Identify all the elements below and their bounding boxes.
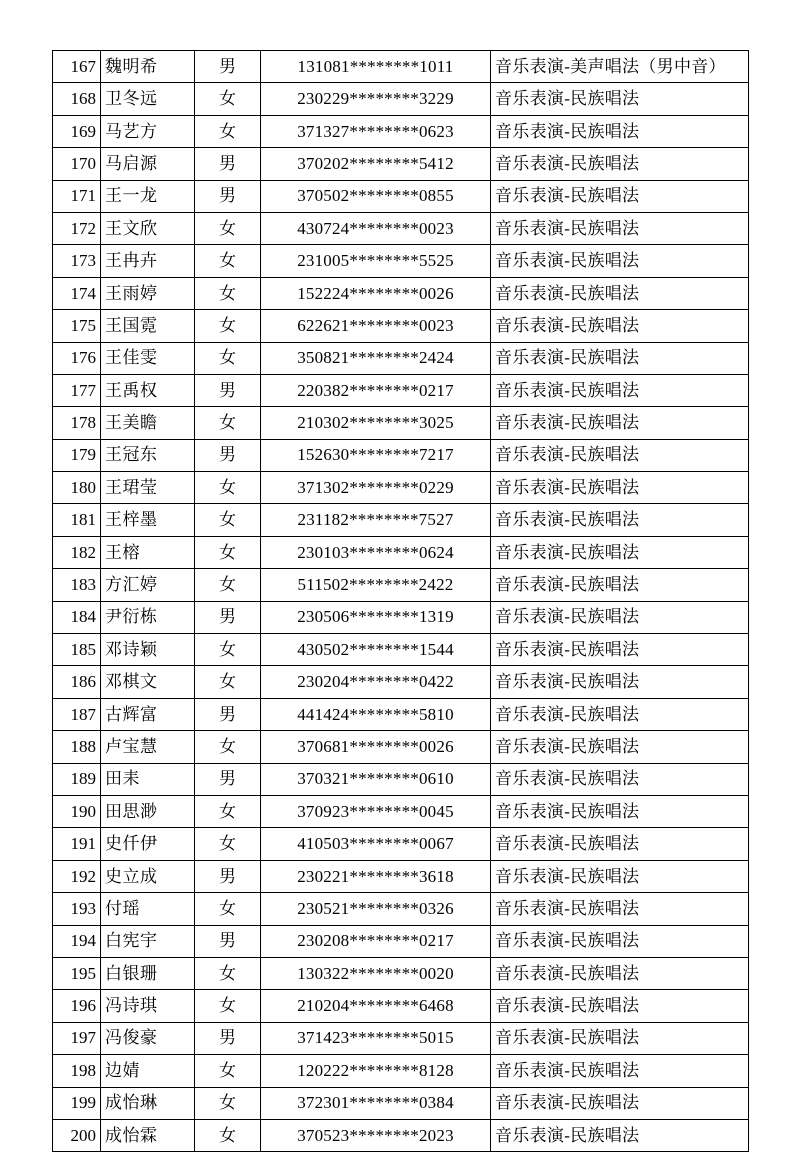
candidate-gender: 女	[195, 245, 261, 277]
row-index: 176	[53, 342, 101, 374]
candidate-name: 成怡霖	[101, 1119, 195, 1151]
candidate-major: 音乐表演-民族唱法	[491, 893, 749, 925]
candidate-major: 音乐表演-民族唱法	[491, 957, 749, 989]
candidate-major: 音乐表演-民族唱法	[491, 83, 749, 115]
candidate-id-number: 371423********5015	[261, 1022, 491, 1054]
table-row	[53, 601, 749, 633]
candidate-gender: 女	[195, 536, 261, 568]
table-row	[53, 828, 749, 860]
row-index: 169	[53, 115, 101, 147]
candidate-id-number: 210302********3025	[261, 407, 491, 439]
table-row	[53, 472, 749, 504]
candidate-major: 音乐表演-民族唱法	[491, 342, 749, 374]
candidate-major: 音乐表演-民族唱法	[491, 925, 749, 957]
candidate-name: 魏明希	[101, 51, 195, 83]
row-index: 184	[53, 601, 101, 633]
candidate-major: 音乐表演-民族唱法	[491, 569, 749, 601]
candidate-gender: 男	[195, 698, 261, 730]
table-row	[53, 180, 749, 212]
candidate-name: 史立成	[101, 860, 195, 892]
candidate-major: 音乐表演-民族唱法	[491, 1087, 749, 1119]
table-row	[53, 990, 749, 1022]
candidate-name: 卫冬远	[101, 83, 195, 115]
candidate-name: 史仟伊	[101, 828, 195, 860]
candidate-name: 马启源	[101, 148, 195, 180]
candidate-gender: 女	[195, 310, 261, 342]
candidate-gender: 女	[195, 569, 261, 601]
row-index: 179	[53, 439, 101, 471]
candidate-gender: 男	[195, 601, 261, 633]
candidate-major: 音乐表演-民族唱法	[491, 277, 749, 309]
row-index: 197	[53, 1022, 101, 1054]
candidate-major: 音乐表演-民族唱法	[491, 1055, 749, 1087]
candidate-major: 音乐表演-民族唱法	[491, 860, 749, 892]
table-row	[53, 83, 749, 115]
candidate-name: 王雨婷	[101, 277, 195, 309]
table-row	[53, 1119, 749, 1151]
row-index: 185	[53, 634, 101, 666]
candidate-gender: 女	[195, 893, 261, 925]
candidate-gender: 女	[195, 472, 261, 504]
candidate-name: 邓诗颖	[101, 634, 195, 666]
row-index: 168	[53, 83, 101, 115]
candidate-major: 音乐表演-民族唱法	[491, 698, 749, 730]
table-row	[53, 407, 749, 439]
candidate-gender: 男	[195, 439, 261, 471]
roster-table	[52, 50, 749, 1152]
row-index: 178	[53, 407, 101, 439]
candidate-gender: 女	[195, 407, 261, 439]
candidate-id-number: 622621********0023	[261, 310, 491, 342]
candidate-major: 音乐表演-民族唱法	[491, 828, 749, 860]
candidate-id-number: 372301********0384	[261, 1087, 491, 1119]
candidate-gender: 女	[195, 83, 261, 115]
candidate-name: 尹衍栋	[101, 601, 195, 633]
candidate-gender: 男	[195, 925, 261, 957]
candidate-name: 王一龙	[101, 180, 195, 212]
table-row	[53, 148, 749, 180]
candidate-id-number: 230521********0326	[261, 893, 491, 925]
table-row	[53, 277, 749, 309]
candidate-gender: 男	[195, 148, 261, 180]
candidate-name: 王梓墨	[101, 504, 195, 536]
candidate-id-number: 370681********0026	[261, 731, 491, 763]
candidate-id-number: 131081********1011	[261, 51, 491, 83]
table-row	[53, 1087, 749, 1119]
row-index: 196	[53, 990, 101, 1022]
row-index: 193	[53, 893, 101, 925]
candidate-major: 音乐表演-民族唱法	[491, 731, 749, 763]
candidate-gender: 男	[195, 180, 261, 212]
candidate-name: 王禹权	[101, 374, 195, 406]
candidate-id-number: 370523********2023	[261, 1119, 491, 1151]
candidate-major: 音乐表演-民族唱法	[491, 763, 749, 795]
candidate-major: 音乐表演-民族唱法	[491, 245, 749, 277]
table-row	[53, 634, 749, 666]
candidate-name: 付瑶	[101, 893, 195, 925]
row-index: 187	[53, 698, 101, 730]
candidate-id-number: 230208********0217	[261, 925, 491, 957]
row-index: 183	[53, 569, 101, 601]
candidate-major: 音乐表演-民族唱法	[491, 666, 749, 698]
candidate-major: 音乐表演-民族唱法	[491, 212, 749, 244]
candidate-name: 卢宝慧	[101, 731, 195, 763]
candidate-gender: 女	[195, 504, 261, 536]
candidate-major: 音乐表演-民族唱法	[491, 439, 749, 471]
row-index: 177	[53, 374, 101, 406]
table-row	[53, 795, 749, 827]
candidate-gender: 女	[195, 731, 261, 763]
candidate-name: 白宪宇	[101, 925, 195, 957]
candidate-id-number: 230204********0422	[261, 666, 491, 698]
candidate-name: 马艺方	[101, 115, 195, 147]
row-index: 190	[53, 795, 101, 827]
candidate-major: 音乐表演-民族唱法	[491, 407, 749, 439]
row-index: 186	[53, 666, 101, 698]
candidate-id-number: 152224********0026	[261, 277, 491, 309]
candidate-gender: 男	[195, 763, 261, 795]
row-index: 175	[53, 310, 101, 342]
table-row	[53, 925, 749, 957]
table-row	[53, 957, 749, 989]
candidate-major: 音乐表演-民族唱法	[491, 990, 749, 1022]
candidate-name: 王国霓	[101, 310, 195, 342]
candidate-major: 音乐表演-民族唱法	[491, 148, 749, 180]
candidate-major: 音乐表演-民族唱法	[491, 1119, 749, 1151]
candidate-gender: 女	[195, 342, 261, 374]
row-index: 182	[53, 536, 101, 568]
row-index: 200	[53, 1119, 101, 1151]
candidate-name: 白银珊	[101, 957, 195, 989]
candidate-id-number: 441424********5810	[261, 698, 491, 730]
candidate-name: 古辉富	[101, 698, 195, 730]
table-row	[53, 245, 749, 277]
candidate-gender: 女	[195, 212, 261, 244]
candidate-gender: 男	[195, 1022, 261, 1054]
row-index: 192	[53, 860, 101, 892]
candidate-id-number: 231005********5525	[261, 245, 491, 277]
row-index: 194	[53, 925, 101, 957]
table-row	[53, 731, 749, 763]
row-index: 189	[53, 763, 101, 795]
candidate-gender: 女	[195, 795, 261, 827]
candidate-name: 邓棋文	[101, 666, 195, 698]
table-row	[53, 439, 749, 471]
candidate-id-number: 210204********6468	[261, 990, 491, 1022]
candidate-major: 音乐表演-民族唱法	[491, 472, 749, 504]
table-row	[53, 893, 749, 925]
candidate-id-number: 430724********0023	[261, 212, 491, 244]
candidate-gender: 女	[195, 1055, 261, 1087]
candidate-major: 音乐表演-美声唱法（男中音）	[491, 51, 749, 83]
candidate-id-number: 231182********7527	[261, 504, 491, 536]
table-row	[53, 1022, 749, 1054]
candidate-name: 王榕	[101, 536, 195, 568]
candidate-name: 边婧	[101, 1055, 195, 1087]
candidate-id-number: 120222********8128	[261, 1055, 491, 1087]
candidate-major: 音乐表演-民族唱法	[491, 310, 749, 342]
row-index: 173	[53, 245, 101, 277]
candidate-name: 王冉卉	[101, 245, 195, 277]
candidate-id-number: 370321********0610	[261, 763, 491, 795]
candidate-id-number: 152630********7217	[261, 439, 491, 471]
table-row	[53, 569, 749, 601]
candidate-gender: 女	[195, 634, 261, 666]
table-row	[53, 536, 749, 568]
table-row	[53, 115, 749, 147]
candidate-name: 王珺莹	[101, 472, 195, 504]
candidate-major: 音乐表演-民族唱法	[491, 115, 749, 147]
candidate-name: 冯俊豪	[101, 1022, 195, 1054]
candidate-id-number: 370923********0045	[261, 795, 491, 827]
row-index: 195	[53, 957, 101, 989]
table-row	[53, 698, 749, 730]
table-row	[53, 51, 749, 83]
table-row	[53, 504, 749, 536]
candidate-name: 王佳雯	[101, 342, 195, 374]
candidate-name: 方汇婷	[101, 569, 195, 601]
row-index: 172	[53, 212, 101, 244]
table-row	[53, 212, 749, 244]
candidate-name: 王文欣	[101, 212, 195, 244]
candidate-gender: 女	[195, 1087, 261, 1119]
table-row	[53, 342, 749, 374]
candidate-gender: 女	[195, 115, 261, 147]
table-row	[53, 763, 749, 795]
candidate-id-number: 130322********0020	[261, 957, 491, 989]
candidate-name: 王冠东	[101, 439, 195, 471]
candidate-id-number: 370502********0855	[261, 180, 491, 212]
candidate-name: 田思渺	[101, 795, 195, 827]
row-index: 170	[53, 148, 101, 180]
candidate-gender: 女	[195, 666, 261, 698]
table-row	[53, 374, 749, 406]
row-index: 181	[53, 504, 101, 536]
table-row	[53, 860, 749, 892]
candidate-gender: 女	[195, 957, 261, 989]
table-row	[53, 666, 749, 698]
candidate-id-number: 430502********1544	[261, 634, 491, 666]
candidate-name: 冯诗琪	[101, 990, 195, 1022]
candidate-gender: 女	[195, 1119, 261, 1151]
candidate-major: 音乐表演-民族唱法	[491, 504, 749, 536]
candidate-id-number: 371302********0229	[261, 472, 491, 504]
candidate-major: 音乐表演-民族唱法	[491, 601, 749, 633]
row-index: 171	[53, 180, 101, 212]
table-row	[53, 310, 749, 342]
candidate-major: 音乐表演-民族唱法	[491, 536, 749, 568]
candidate-id-number: 350821********2424	[261, 342, 491, 374]
candidate-id-number: 410503********0067	[261, 828, 491, 860]
candidate-major: 音乐表演-民族唱法	[491, 374, 749, 406]
row-index: 188	[53, 731, 101, 763]
row-index: 167	[53, 51, 101, 83]
table-row	[53, 1055, 749, 1087]
candidate-id-number: 220382********0217	[261, 374, 491, 406]
row-index: 198	[53, 1055, 101, 1087]
row-index: 174	[53, 277, 101, 309]
row-index: 191	[53, 828, 101, 860]
candidate-major: 音乐表演-民族唱法	[491, 180, 749, 212]
candidate-id-number: 230221********3618	[261, 860, 491, 892]
candidate-gender: 男	[195, 51, 261, 83]
candidate-gender: 男	[195, 374, 261, 406]
row-index: 180	[53, 472, 101, 504]
candidate-major: 音乐表演-民族唱法	[491, 1022, 749, 1054]
candidate-id-number: 511502********2422	[261, 569, 491, 601]
roster-table-body	[53, 51, 749, 1152]
candidate-id-number: 230506********1319	[261, 601, 491, 633]
candidate-id-number: 230103********0624	[261, 536, 491, 568]
candidate-major: 音乐表演-民族唱法	[491, 795, 749, 827]
row-index: 199	[53, 1087, 101, 1119]
candidate-name: 王美瞻	[101, 407, 195, 439]
candidate-id-number: 230229********3229	[261, 83, 491, 115]
candidate-id-number: 370202********5412	[261, 148, 491, 180]
candidate-gender: 女	[195, 828, 261, 860]
candidate-gender: 女	[195, 990, 261, 1022]
candidate-name: 成怡琳	[101, 1087, 195, 1119]
candidate-name: 田耒	[101, 763, 195, 795]
candidate-major: 音乐表演-民族唱法	[491, 634, 749, 666]
candidate-id-number: 371327********0623	[261, 115, 491, 147]
candidate-gender: 女	[195, 277, 261, 309]
candidate-gender: 男	[195, 860, 261, 892]
